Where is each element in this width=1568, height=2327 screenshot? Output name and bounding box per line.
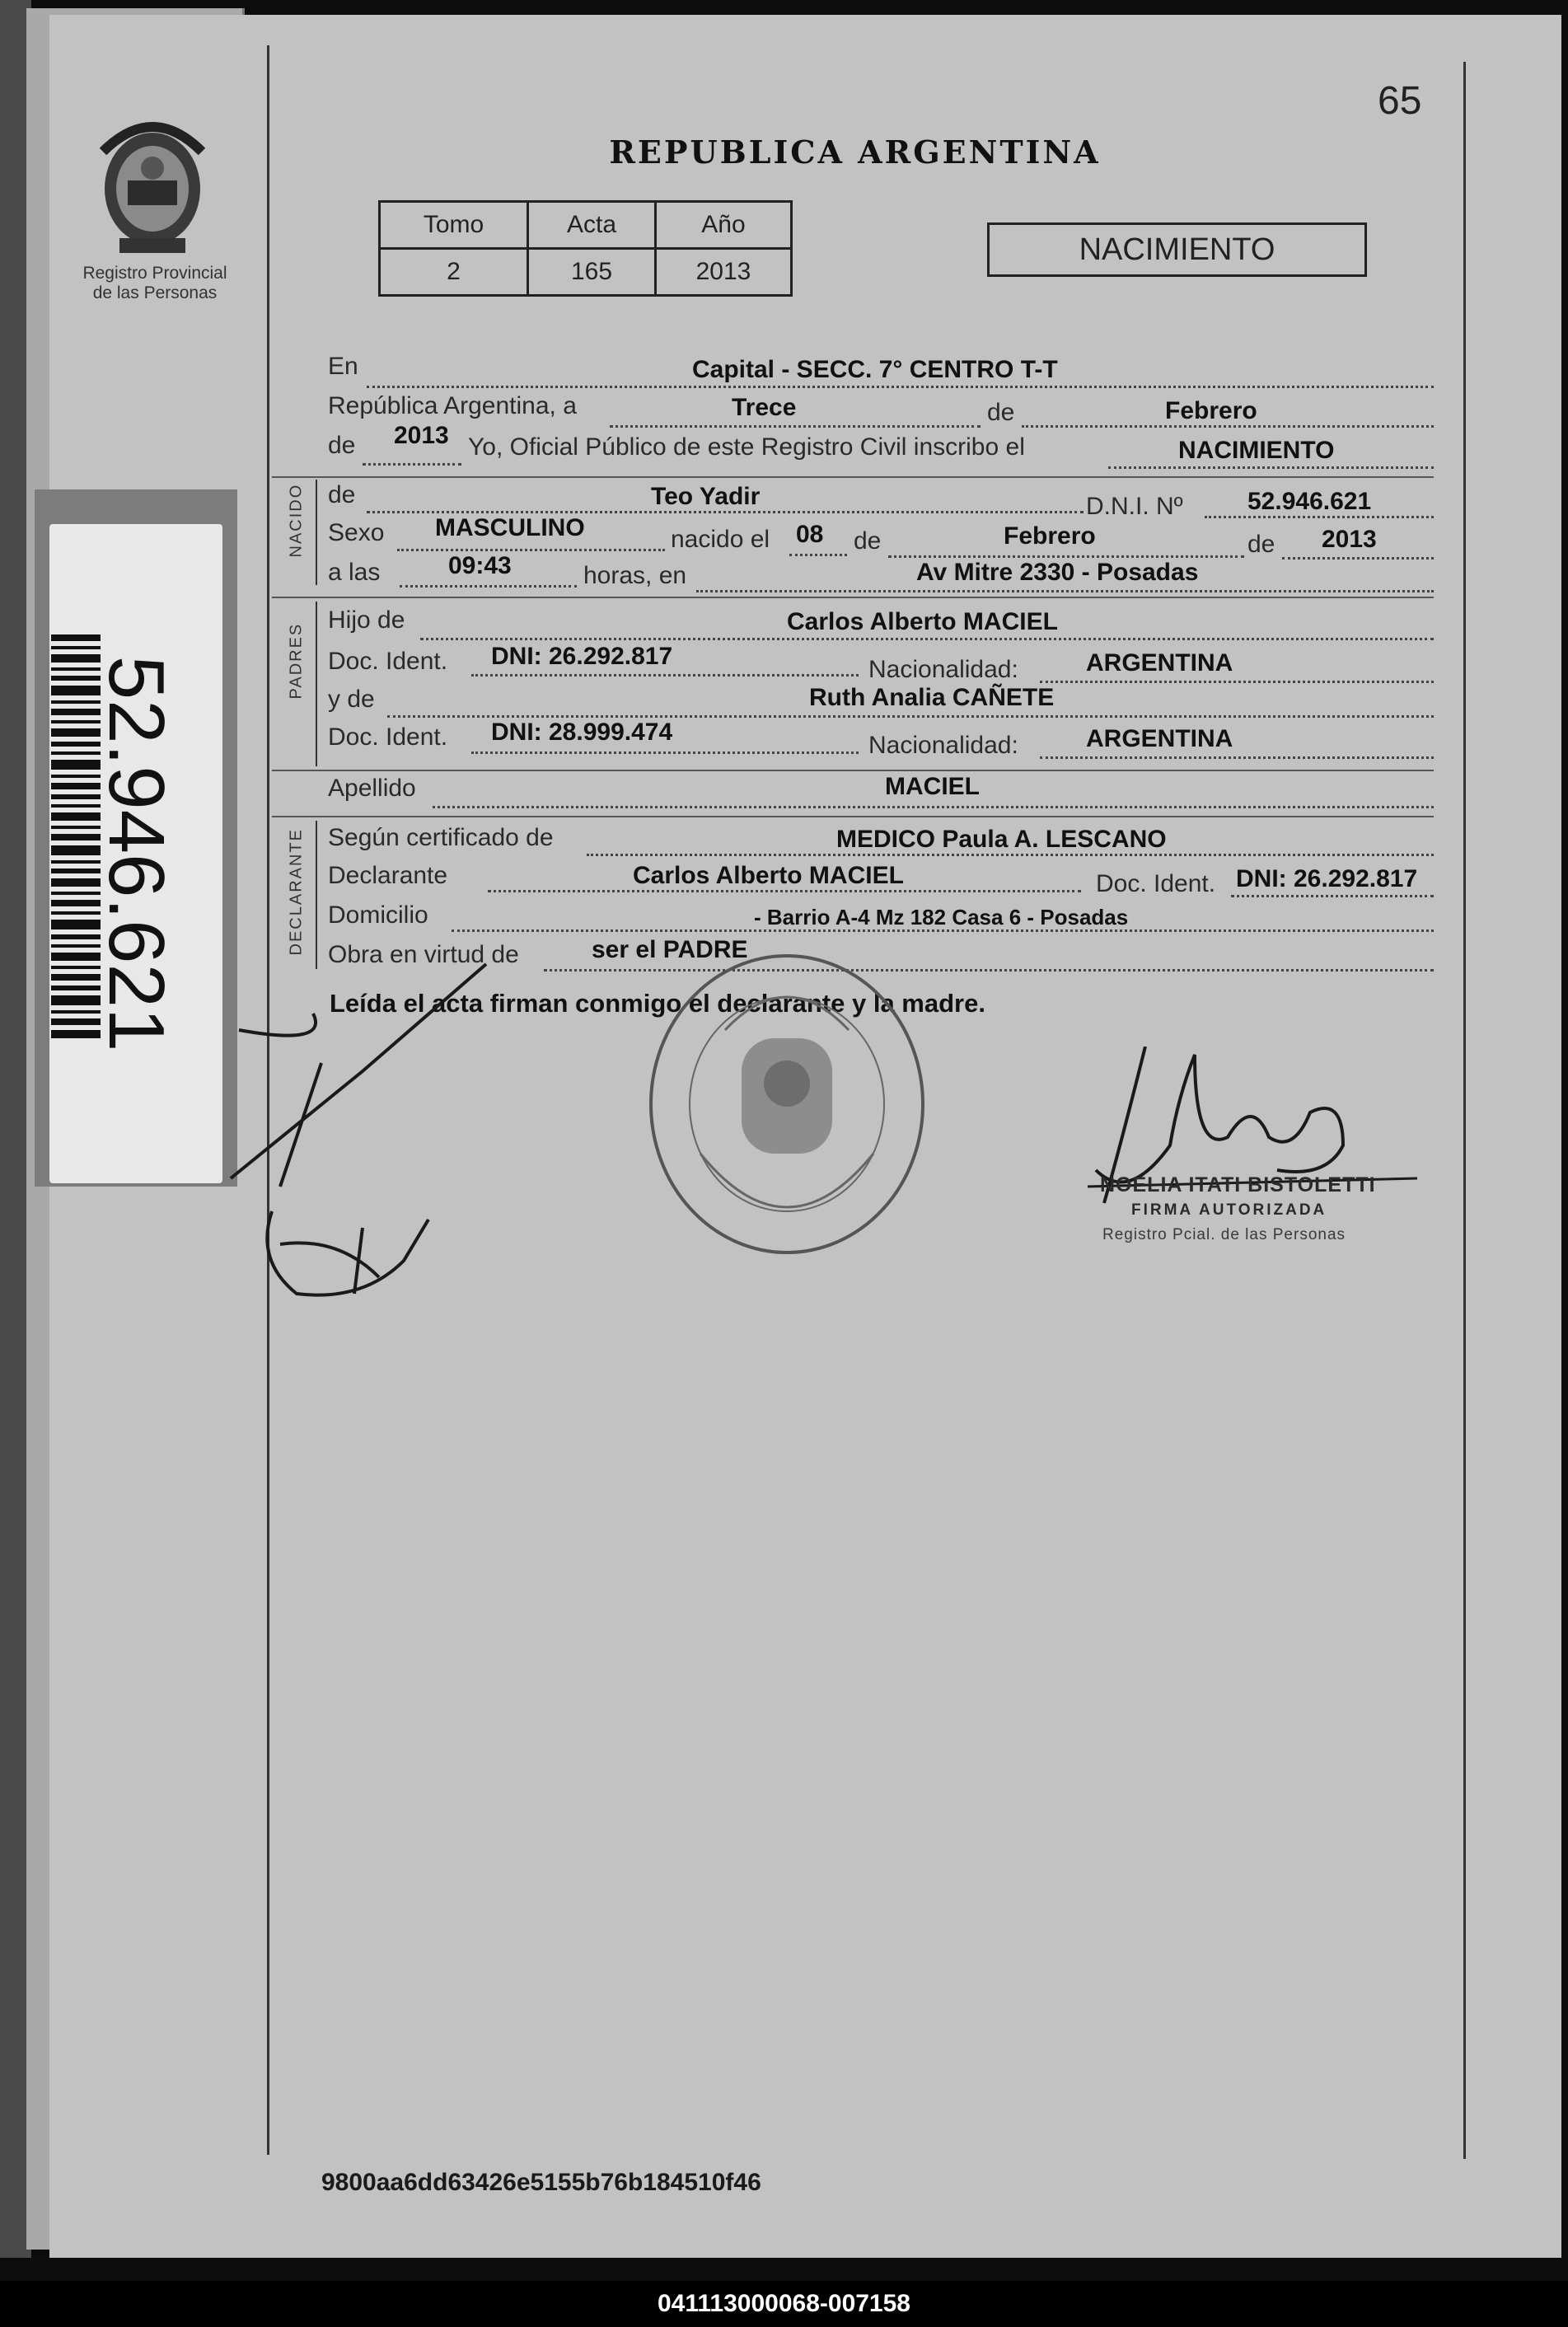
right-margin-line: [1463, 62, 1466, 2159]
apellido-label: Apellido: [328, 775, 416, 802]
apellido-value: MACIEL: [885, 773, 980, 800]
father-doc-label: Doc. Ident.: [328, 648, 448, 675]
declarante-doc-label: Doc. Ident.: [1096, 870, 1216, 897]
birth-year-line: [1282, 557, 1434, 560]
divider-1: [272, 476, 1434, 478]
mother-nat-line: [1040, 756, 1434, 759]
declarante-section-line: [316, 821, 317, 969]
month-line: [1022, 425, 1434, 428]
mother-doc: DNI: 28.999.474: [491, 719, 673, 746]
divider-4: [272, 816, 1434, 817]
obra-value: ser el PADRE: [592, 936, 748, 963]
document-hash: 9800aa6dd63426e5155b76b184510f46: [321, 2169, 761, 2196]
de2-label: de: [328, 432, 356, 459]
domicilio-value: - Barrio A-4 Mz 182 Casa 6 - Posadas: [754, 905, 1129, 929]
cert-label: Según certificado de: [328, 824, 554, 851]
declarante-doc-line: [1231, 895, 1434, 897]
birth-day-line: [789, 554, 847, 556]
event-line: [1108, 466, 1434, 469]
sexo-value: MASCULINO: [435, 514, 585, 541]
declarante-line: [488, 890, 1081, 892]
declarant-signature: [214, 948, 494, 1360]
father-nat-line: [1040, 681, 1434, 683]
en-label: En: [328, 353, 358, 380]
document-title: REPUBLICA ARGENTINA: [609, 133, 1101, 171]
en-line: [367, 386, 1434, 388]
father-doc-line: [471, 674, 859, 677]
birth-day: 08: [796, 521, 824, 548]
mother-nat-label: Nacionalidad:: [868, 732, 1018, 759]
registry-name: [73, 264, 237, 303]
birth-de-label: de: [854, 527, 882, 555]
horas-label: horas, en: [583, 562, 687, 589]
name-line: [367, 511, 1084, 513]
year-line: [363, 463, 461, 466]
father-name: Carlos Alberto MACIEL: [787, 608, 1058, 635]
mother-doc-line: [471, 751, 859, 754]
barcode-number-text: 52.946.621: [92, 655, 180, 1052]
acta-value: 165: [528, 249, 656, 296]
page-number: 65: [1378, 79, 1422, 123]
nacido-section-line: [316, 480, 317, 585]
official-name: NOELIA ITATI BISTOLETTI: [1100, 1173, 1376, 1196]
father-doc: DNI: 26.292.817: [491, 643, 673, 670]
table-header-row: [380, 202, 792, 249]
dni-label: D.N.I. Nº: [1086, 493, 1183, 520]
mother-name: Ruth Analia CAÑETE: [809, 684, 1055, 711]
registry-logo: [82, 102, 222, 259]
record-type-box: NACIMIENTO: [987, 222, 1367, 277]
official-role: FIRMA AUTORIZADA: [1131, 1201, 1327, 1219]
birth-place: Av Mitre 2330 - Posadas: [916, 559, 1199, 586]
apellido-line: [433, 806, 1434, 808]
day-words: Trece: [732, 394, 797, 421]
event-value: NACIMIENTO: [1178, 437, 1335, 464]
obra-label: Obra en virtud de: [328, 941, 519, 968]
divider-3: [272, 770, 1434, 771]
tomo-value: 2: [380, 249, 528, 296]
child-dni: 52.946.621: [1247, 488, 1372, 515]
domicilio-label: Domicilio: [328, 901, 428, 929]
barcode-number: [49, 524, 222, 1183]
declarante-section-label: DECLARANTE: [287, 828, 306, 956]
divider-2: [272, 597, 1434, 598]
registry-line-1: Registro Provincial: [82, 264, 227, 283]
a-las-label: a las: [328, 559, 381, 586]
ano-header: Año: [656, 202, 792, 249]
official-registry: Registro Pcial. de las Personas: [1102, 1226, 1346, 1243]
en-value: Capital - SECC. 7° CENTRO T-T: [692, 356, 1058, 383]
father-nationality: ARGENTINA: [1086, 649, 1233, 677]
padres-section-label: PADRES: [287, 622, 306, 700]
book-reference-table: [378, 200, 793, 297]
declarante-doc: DNI: 26.292.817: [1236, 865, 1418, 892]
birth-time: 09:43: [448, 552, 512, 579]
day-line: [610, 425, 981, 428]
year-value: 2013: [394, 422, 449, 449]
mother-nationality: ARGENTINA: [1086, 725, 1233, 752]
padres-section-line: [316, 602, 317, 766]
nacido-section-label: NACIDO: [287, 483, 306, 558]
y-de-label: y de: [328, 686, 375, 713]
dni-line: [1205, 516, 1434, 518]
nacido-de-label: de: [328, 481, 356, 508]
declarante-label: Declarante: [328, 862, 448, 889]
table-value-row: [380, 249, 792, 296]
month-value: Febrero: [1165, 397, 1257, 424]
child-name: Teo Yadir: [651, 483, 761, 510]
sexo-line: [397, 549, 665, 551]
cert-line: [587, 854, 1434, 856]
mother-line: [387, 715, 1434, 718]
father-nat-label: Nacionalidad:: [868, 656, 1018, 683]
cert-value: MEDICO Paula A. LESCANO: [836, 826, 1167, 853]
nacido-el-label: nacido el: [671, 526, 770, 553]
ano-value: 2013: [656, 249, 792, 296]
place-line: [696, 590, 1434, 592]
tomo-header: Tomo: [380, 202, 528, 249]
republica-label: República Argentina, a: [328, 392, 577, 419]
oficial-text: Yo, Oficial Público de este Registro Civil inscribo el: [468, 433, 1025, 461]
closing-statement: Leída el acta firman conmigo el declarante y la madre.: [330, 989, 985, 1018]
birth-de2-label: de: [1247, 531, 1275, 558]
registry-line-2: de las Personas: [92, 283, 218, 302]
mother-doc-label: Doc. Ident.: [328, 723, 448, 751]
father-line: [420, 638, 1434, 640]
declarante-name: Carlos Alberto MACIEL: [633, 862, 904, 889]
birth-month: Febrero: [1004, 522, 1096, 550]
time-line: [400, 585, 577, 588]
sexo-label: Sexo: [328, 519, 385, 546]
de-label: de: [987, 399, 1015, 426]
birth-month-line: [888, 555, 1244, 558]
hijo-de-label: Hijo de: [328, 606, 405, 634]
official-stamp: [643, 948, 931, 1261]
acta-header: Acta: [528, 202, 656, 249]
scan-reference: 041113000068-007158: [657, 2290, 910, 2317]
birth-year: 2013: [1322, 526, 1377, 553]
